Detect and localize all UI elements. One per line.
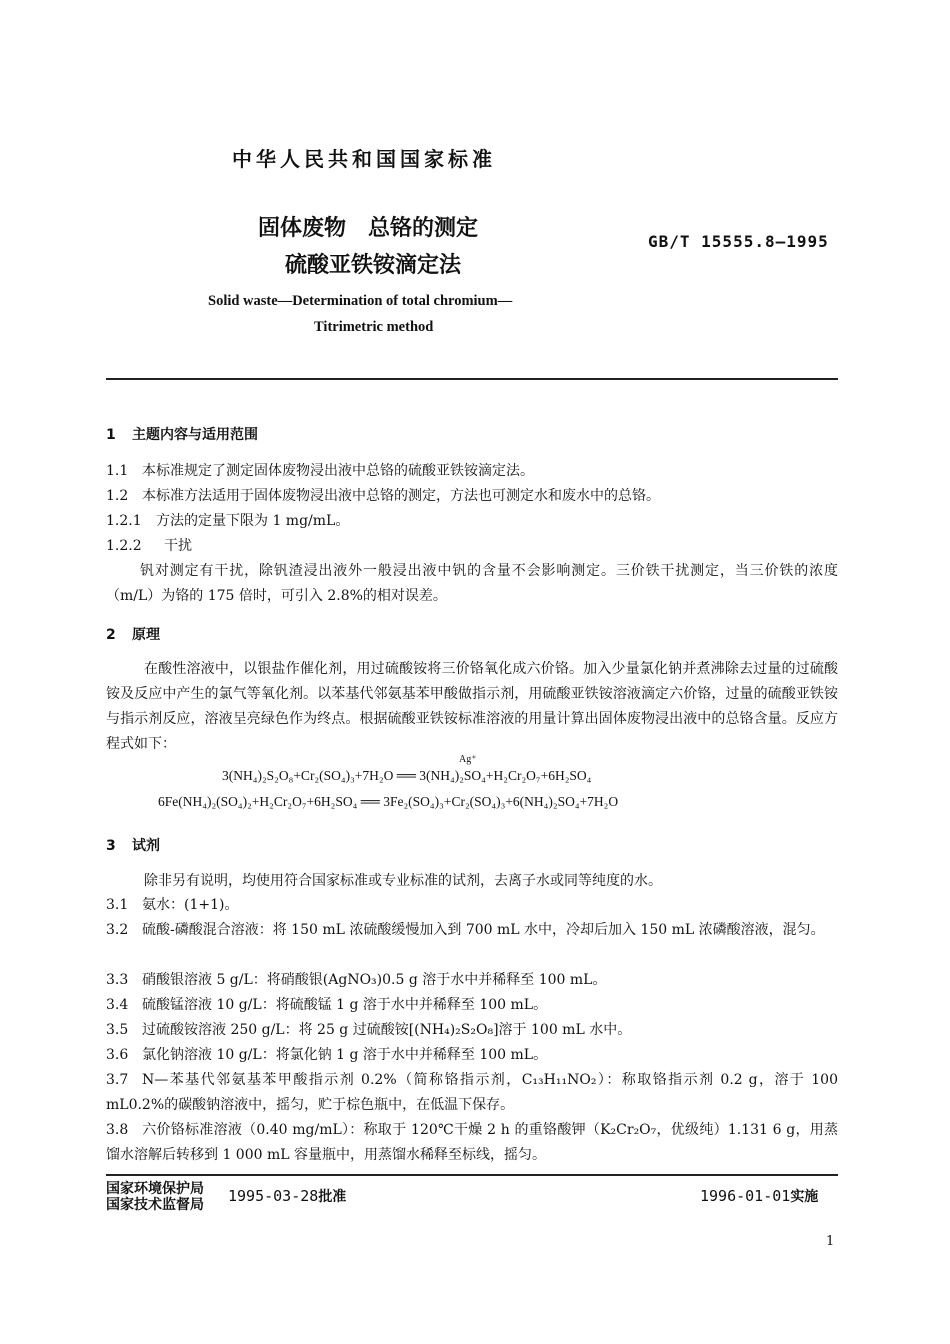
header-divider (106, 378, 838, 380)
english-title-line2: Titrimetric method (314, 319, 434, 335)
issuing-organizations (106, 1181, 204, 1213)
section-2-heading: 2 原理 (106, 627, 160, 643)
implementation-date-block (700, 1186, 818, 1206)
catalyst-label: Ag⁺ (459, 754, 477, 765)
page-number: 1 (826, 1234, 835, 1249)
clause-1-1: 1.1 本标准规定了测定固体废物浸出液中总铬的硫酸亚铁铵滴定法。 (106, 463, 534, 479)
clause-3-7: 3.7 N—苯基代邻氨基苯甲酸指示剂 0.2%（简称铬指示剂，C₁₃H₁₁NO₂）：称取铬指示剂 0.2 g，溶于 100 mL0.2%的碳酸钠溶液中，摇匀，贮于棕色瓶中，在低温下保存。 (106, 1072, 838, 1113)
implementation-date: 1996-01-01 (700, 1187, 791, 1205)
standard-number: GB/T 15555.8—1995 (648, 232, 829, 251)
clause-1-2-2: 1.2.2 干扰 (106, 538, 192, 554)
principle-paragraph: 在酸性溶液中，以银盐作催化剂，用过硫酸铵将三价铬氧化成六价铬。加入少量氯化钠并煮沸除去过量的过硫酸铵及反应中产生的氯气等氧化剂。以苯基代邻氨基苯甲酸做指示剂，用硫酸亚铁铵溶液滴定六价铬，过量的硫酸亚铁铵与指示剂反应，溶液呈亮绿色作为终点。根据硫酸亚铁铵标准溶液的用量计算出固体废物浸出液中的总铬含量。反应方程式如下： (106, 661, 838, 752)
reagent-intro: 除非另有说明，均使用符合国家标准或专业标准的试剂，去离子水或同等纯度的水。 (144, 873, 662, 889)
org-line-2: 国家技术监督局 (106, 1197, 204, 1213)
english-title-line1: Solid waste—Determination of total chromium— (208, 293, 513, 309)
approval-date: 1995-03-28 (228, 1187, 319, 1205)
footer-divider (106, 1174, 838, 1176)
implementation-label: 实施 (790, 1189, 819, 1205)
org-line-1: 国家环境保护局 (106, 1181, 204, 1197)
clause-3-3: 3.3 硝酸银溶液 5 g/L：将硝酸银(AgNO₃)0.5 g 溶于水中并稀释至 100 mL。 (106, 972, 607, 988)
clause-3-6: 3.6 氯化钠溶液 10 g/L：将氯化钠 1 g 溶于水中并稀释至 100 mL。 (106, 1047, 548, 1063)
reaction-equation-1: Ag⁺ 3(NH₄)₂S₂O₈+Cr₂(SO₄)₃+7H₂O ══ 3(NH₄)₂SO₄+H₂Cr₂O₇+6H₂SO₄ (222, 754, 592, 783)
document-title-line1: 固体废物 总铬的测定 (258, 216, 479, 241)
clause-3-5: 3.5 过硫酸铵溶液 250 g/L：将 25 g 过硫酸铵[(NH₄)₂S₂O₈]溶于 100 mL 水中。 (106, 1022, 632, 1038)
interference-paragraph: 钒对测定有干扰，除钒渣浸出液外一般浸出液中钒的含量不会影响测定。三价铁干扰测定，当三价铁的浓度（m/L）为铬的 175 倍时，可引入 2.8%的相对误差。 (106, 563, 838, 604)
clause-3-4: 3.4 硫酸锰溶液 10 g/L：将硫酸锰 1 g 溶于水中并稀释至 100 mL。 (106, 997, 548, 1013)
clause-3-2: 3.2 硫酸-磷酸混合溶液：将 150 mL 浓硫酸缓慢加入到 700 mL 水中，冷却后加入 150 mL 浓磷酸溶液，混匀。 (106, 922, 825, 938)
clause-1-2: 1.2 本标准方法适用于固体废物浸出液中总铬的测定，方法也可测定水和废水中的总铬。 (106, 488, 660, 504)
document-title-line2: 硫酸亚铁铵滴定法 (285, 253, 462, 278)
reaction-equation-2: 6Fe(NH₄)₂(SO₄)₂+H₂Cr₂O₇+6H₂SO₄ ══ 3Fe₂(SO₄)₃+Cr₂(SO₄)₃+6(NH₄)₂SO₄+7H₂O (158, 794, 619, 809)
clause-1-2-1: 1.2.1 方法的定量下限为 1 mg/mL。 (106, 513, 350, 529)
approval-date-block (228, 1186, 346, 1206)
national-standard-heading: 中华人民共和国国家标准 (232, 147, 496, 171)
section-1-heading: 1 主题内容与适用范围 (106, 427, 258, 443)
clause-3-1: 3.1 氨水：(1+1)。 (106, 897, 239, 913)
clause-3-8: 3.8 六价铬标准溶液（0.40 mg/mL）：称取于 120℃干燥 2 h 的重铬酸钾（K₂Cr₂O₇，优级纯）1.131 6 g，用蒸馏水溶解后转移到 1 000 mL 容量瓶中，用蒸馏水稀释至标线，摇匀。 (106, 1122, 838, 1163)
approval-label: 批准 (318, 1189, 347, 1205)
section-3-heading: 3 试剂 (106, 838, 160, 854)
